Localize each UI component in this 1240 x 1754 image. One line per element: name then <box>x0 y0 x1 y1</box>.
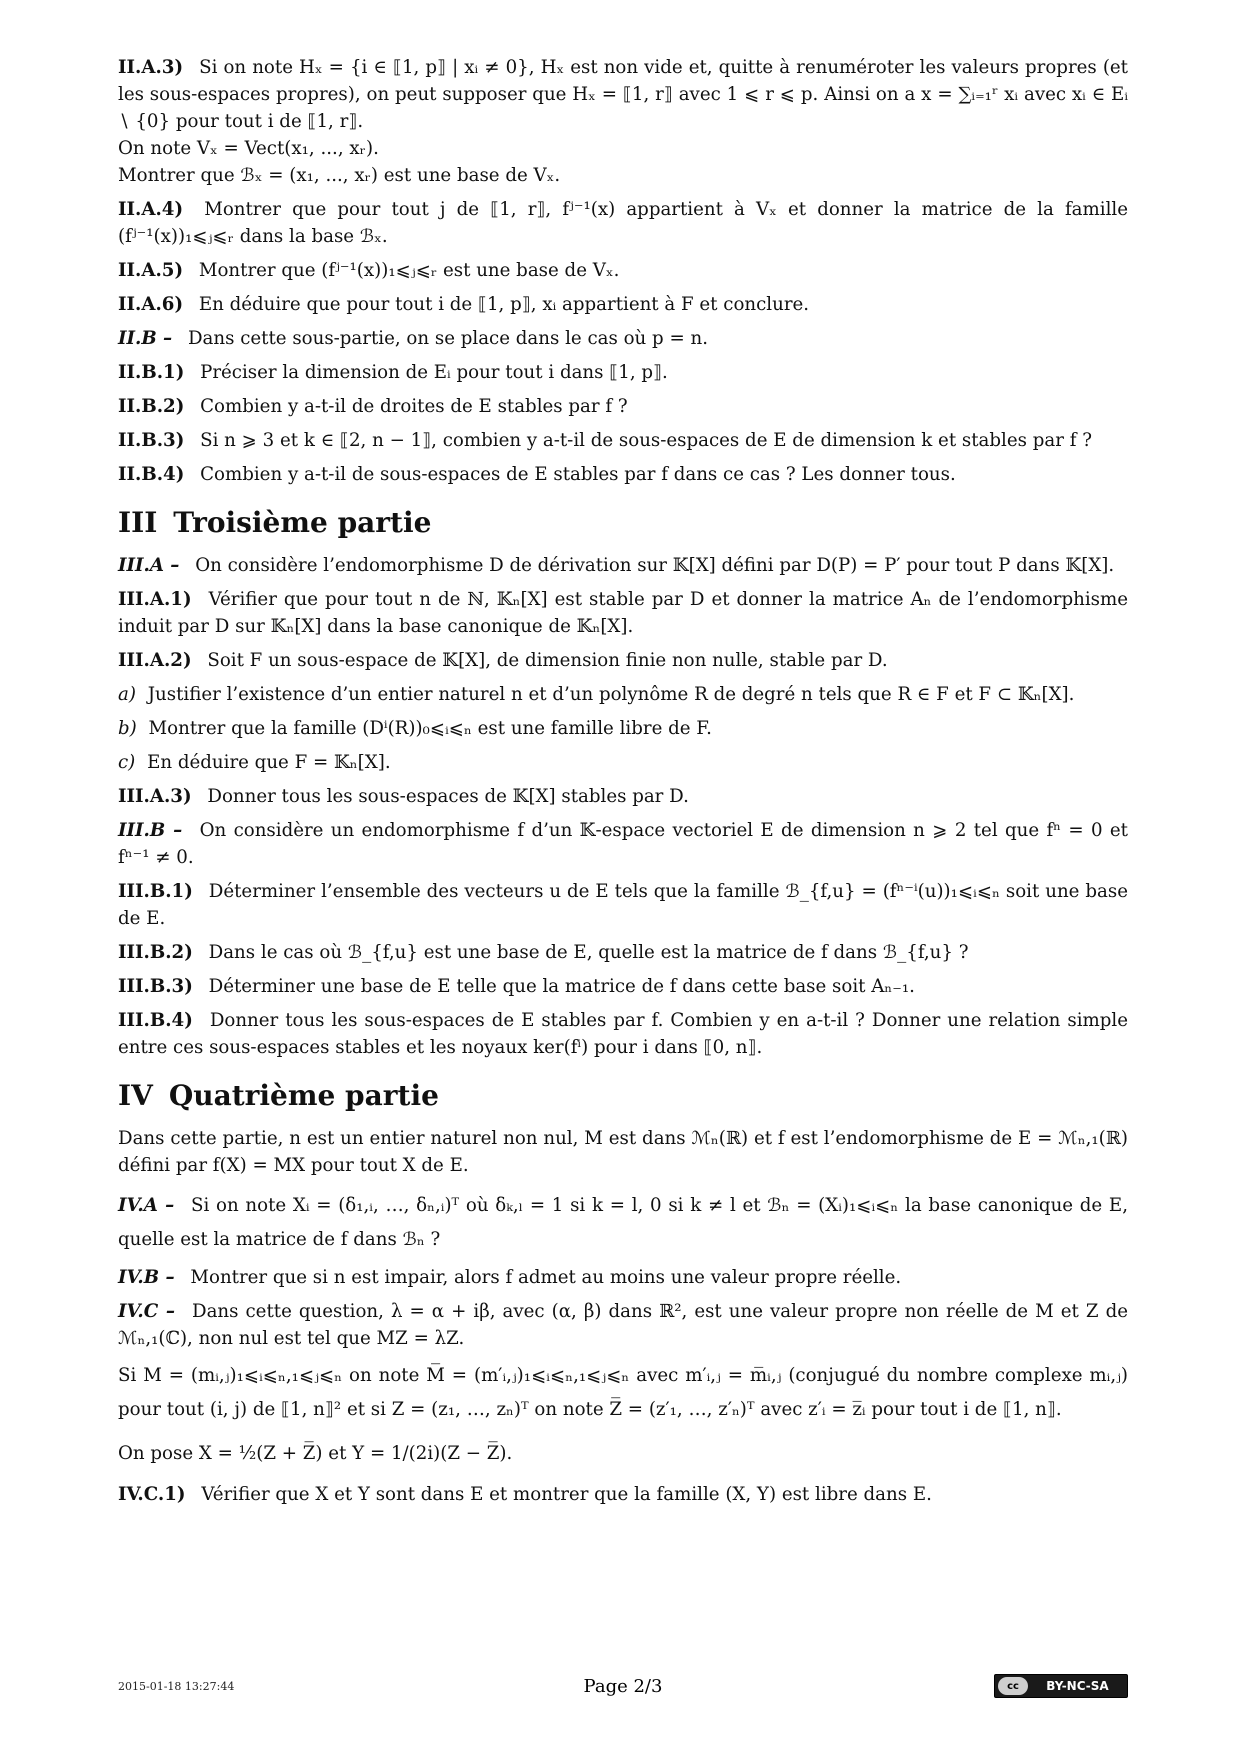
question-text: Si on note Hₓ = {i ∈ ⟦1, p⟧ | xᵢ ≠ 0}, Hₓ est non vide et, quitte à renuméroter les valeurs propres (et les sous-espaces propres), on peut supposer que Hₓ = ⟦1, r⟧ avec 1 ⩽ r ⩽ p. Ainsi on a x = ∑ᵢ₌₁ʳ xᵢ avec xᵢ ∈ Eᵢ ∖ {0} pour tout i de ⟦1, r⟧. <box>118 57 1128 132</box>
question-text-line3: Montrer que ℬₓ = (x₁, ..., xᵣ) est une base de Vₓ. <box>118 165 561 186</box>
subquestion-a <box>118 681 1128 708</box>
question-II-B-4 <box>118 461 1128 488</box>
question-IV-C-1 <box>118 1481 1128 1508</box>
question-label: III.A.3) <box>118 786 192 807</box>
question-II-A-4 <box>118 196 1128 250</box>
question-label: II.A.3) <box>118 57 184 78</box>
question-II-B-2 <box>118 393 1128 420</box>
conjugate-definition: Si M = (mᵢ,ⱼ)₁⩽ᵢ⩽ₙ,₁⩽ⱼ⩽ₙ on note M̅ = (m′ᵢ,ⱼ)₁⩽ᵢ⩽ₙ,₁⩽ⱼ⩽ₙ avec m′ᵢ,ⱼ = m̅ᵢ,ⱼ (conjugué du nombre complexe mᵢ,ⱼ) pour tout (i, j) de ⟦1, n⟧² et si Z = (z₁, …, zₙ)ᵀ on note Z̅ = (z′₁, …, z′ₙ)ᵀ avec z′ᵢ = z̅ᵢ pour tout i de ⟦1, n⟧. <box>118 1365 1128 1420</box>
question-text: Déterminer l’ensemble des vecteurs u de E tels que la famille ℬ_{f,u} = (fⁿ⁻ⁱ(u))₁⩽ᵢ⩽ₙ soit une base de E. <box>118 881 1128 929</box>
subquestion-b <box>118 715 1128 742</box>
question-label: II.A.6) <box>118 294 184 315</box>
question-label: IV.A – <box>118 1195 175 1216</box>
question-label: II.B – <box>118 328 173 349</box>
pose-definition: On pose X = ½(Z + Z̅) et Y = 1/(2i)(Z − Z̅). <box>118 1443 513 1464</box>
footer-page-number: Page 2/3 <box>583 1676 663 1697</box>
question-IV-C <box>118 1298 1128 1352</box>
question-text: Si n ⩾ 3 et k ∈ ⟦2, n − 1⟧, combien y a-t-il de sous-espaces de E de dimension k et stables par f ? <box>200 430 1092 451</box>
question-label: II.A.5) <box>118 260 184 281</box>
question-text: Vérifier que pour tout n de ℕ, 𝕂ₙ[X] est stable par D et donner la matrice Aₙ de l’endomorphisme induit par D sur 𝕂ₙ[X] dans la base canonique de 𝕂ₙ[X]. <box>118 589 1128 637</box>
question-text: En déduire que pour tout i de ⟦1, p⟧, xᵢ appartient à F et conclure. <box>198 294 810 315</box>
question-text-line2: On note Vₓ = Vect(x₁, ..., xᵣ). <box>118 138 379 159</box>
cc-logo-icon: cc <box>998 1677 1028 1695</box>
question-label: IV.C – <box>118 1301 175 1322</box>
question-text: Combien y a-t-il de sous-espaces de E stables par f dans ce cas ? Les donner tous. <box>200 464 956 485</box>
question-text: Déterminer une base de E telle que la matrice de f dans cette base soit Aₙ₋₁. <box>208 976 915 997</box>
question-text: On considère un endomorphisme f d’un 𝕂-espace vectoriel E de dimension n ⩾ 2 tel que fⁿ = 0 et fⁿ⁻¹ ≠ 0. <box>118 820 1128 868</box>
section-title: Troisième partie <box>173 506 432 539</box>
question-II-B-1 <box>118 359 1128 386</box>
question-label: III.B – <box>118 820 183 841</box>
subquestion-c <box>118 749 1128 776</box>
question-III-B <box>118 817 1128 871</box>
section-number: IV <box>118 1079 153 1112</box>
question-text: Dans cette sous-partie, on se place dans le cas où p = n. <box>187 328 708 349</box>
section-title: Quatrième partie <box>168 1079 439 1112</box>
question-II-A-5 <box>118 257 1128 284</box>
question-III-A <box>118 552 1128 579</box>
question-label: IV.B – <box>118 1267 175 1288</box>
subquestion-label: b) <box>118 718 137 739</box>
license-label: BY-NC-SA <box>1046 1679 1109 1693</box>
cc-license-badge <box>994 1674 1128 1698</box>
question-label: II.B.4) <box>118 464 185 485</box>
question-III-B-1 <box>118 878 1128 932</box>
question-text: Montrer que pour tout j de ⟦1, r⟧, fʲ⁻¹(x) appartient à Vₓ et donner la matrice de la famille (fʲ⁻¹(x))₁⩽ⱼ⩽ᵣ dans la base ℬₓ. <box>118 199 1128 247</box>
question-label: III.B.1) <box>118 881 193 902</box>
question-text: Préciser la dimension de Eᵢ pour tout i dans ⟦1, p⟧. <box>200 362 668 383</box>
question-IV-A <box>118 1189 1128 1257</box>
section-number: III <box>118 506 158 539</box>
page-footer <box>118 1672 1128 1700</box>
question-III-A-2 <box>118 647 1128 674</box>
question-III-B-3 <box>118 973 1128 1000</box>
question-text: Vérifier que X et Y sont dans E et montrer que la famille (X, Y) est libre dans E. <box>201 1484 932 1505</box>
question-text: Donner tous les sous-espaces de 𝕂[X] stables par D. <box>207 786 689 807</box>
question-label: II.A.4) <box>118 199 184 220</box>
question-label: III.B.3) <box>118 976 193 997</box>
question-text: Combien y a-t-il de droites de E stables par f ? <box>200 396 628 417</box>
question-label: III.B.4) <box>118 1010 193 1031</box>
subquestion-label: c) <box>118 752 136 773</box>
question-text: On considère l’endomorphisme D de dérivation sur 𝕂[X] défini par D(P) = P′ pour tout P dans 𝕂[X]. <box>195 555 1115 576</box>
question-text: Dans cette question, λ = α + iβ, avec (α, β) dans ℝ², est une valeur propre non réelle de M et Z de ℳₙ,₁(ℂ), non nul est tel que MZ = λZ. <box>118 1301 1128 1349</box>
subquestion-text: Justifier l’existence d’un entier naturel n et d’un polynôme R de degré n tels que R ∈ F et F ⊂ 𝕂ₙ[X]. <box>147 684 1075 705</box>
question-text: Soit F un sous-espace de 𝕂[X], de dimension finie non nulle, stable par D. <box>207 650 888 671</box>
question-label: III.B.2) <box>118 942 193 963</box>
question-III-B-4 <box>118 1007 1128 1061</box>
question-II-A-6 <box>118 291 1128 318</box>
footer-timestamp: 2015-01-18 13:27:44 <box>118 1680 235 1693</box>
question-label: II.B.1) <box>118 362 185 383</box>
question-text: Montrer que (fʲ⁻¹(x))₁⩽ⱼ⩽ᵣ est une base de Vₓ. <box>198 260 620 281</box>
subquestion-text: Montrer que la famille (Dⁱ(R))₀⩽ᵢ⩽ₙ est une famille libre de F. <box>148 718 712 739</box>
question-label: III.A – <box>118 555 180 576</box>
section-intro: Dans cette partie, n est un entier naturel non nul, M est dans ℳₙ(ℝ) et f est l’endomorphisme de E = ℳₙ,₁(ℝ) défini par f(X) = MX pour tout X de E. <box>118 1128 1128 1176</box>
question-label: III.A.1) <box>118 589 192 610</box>
question-text: Donner tous les sous-espaces de E stables par f. Combien y en a-t-il ? Donner une relation simple entre ces sous-espaces stables et les noyaux ker(fⁱ) pour i dans ⟦0, n⟧. <box>118 1010 1128 1058</box>
question-label: II.B.2) <box>118 396 185 417</box>
question-text: Dans le cas où ℬ_{f,u} est une base de E, quelle est la matrice de f dans ℬ_{f,u} ? <box>208 942 969 963</box>
question-IV-B <box>118 1264 1128 1291</box>
question-II-B-3 <box>118 427 1128 454</box>
question-label: III.A.2) <box>118 650 192 671</box>
question-text: Si on note Xᵢ = (δ₁,ᵢ, …, δₙ,ᵢ)ᵀ où δₖ,ₗ = 1 si k = l, 0 si k ≠ l et ℬₙ = (Xᵢ)₁⩽ᵢ⩽ₙ la base canonique de E, quelle est la matrice de f dans ℬₙ ? <box>118 1195 1128 1250</box>
question-III-A-3 <box>118 783 1128 810</box>
question-II-B <box>118 325 1128 352</box>
document-page <box>118 54 1128 1515</box>
question-III-B-2 <box>118 939 1128 966</box>
question-II-A-3 <box>118 54 1128 189</box>
subquestion-label: a) <box>118 684 136 705</box>
subquestion-text: En déduire que F = 𝕂ₙ[X]. <box>147 752 391 773</box>
section-heading-part3 <box>118 506 1128 540</box>
section-heading-part4 <box>118 1079 1128 1113</box>
question-label: IV.C.1) <box>118 1484 186 1505</box>
question-text: Montrer que si n est impair, alors f admet au moins une valeur propre réelle. <box>190 1267 902 1288</box>
question-III-A-1 <box>118 586 1128 640</box>
question-label: II.B.3) <box>118 430 185 451</box>
